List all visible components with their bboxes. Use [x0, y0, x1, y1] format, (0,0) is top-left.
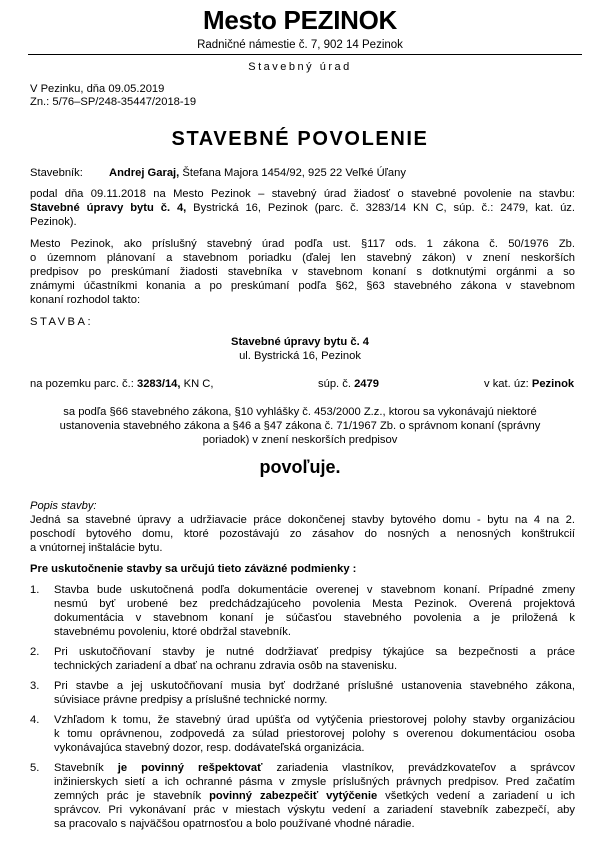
- exceptions-line: sa podľa §66 stavebného zákona, §10 vyhlášky č. 453/2000 Z.z., ktorou sa vykonávajú niektoré: [63, 406, 537, 418]
- condition-number: 1.: [30, 584, 40, 596]
- submission-line: [30, 201, 575, 215]
- description-line: Jedná sa stavebné úpravy a udržiavacie práce dokončenej stavby bytového domu - bytu na 4 na 2.: [30, 514, 575, 526]
- stavba-label: STAVBA:: [30, 316, 94, 328]
- verdict: povoľuje.: [259, 457, 341, 477]
- exceptions-line: poriadok) v znení neskorších predpisov: [202, 434, 398, 446]
- condition-line: Vzhľadom k tomu, že stavebný úrad upúšťa od vytýčenia priestorovej polohy stavby organizáciou: [54, 714, 575, 726]
- sup-prefix: súp. č.: [318, 378, 355, 390]
- authority-line: konaní rozhodol takto:: [30, 294, 141, 306]
- exceptions-line: ustanovenia stavebného zákona a §46 a §47 zákona č. 71/1967 Zb. o správnom konaní (správny: [59, 420, 541, 432]
- applicant-address: Štefana Majora 1454/92, 925 22 Veľké Úľany: [179, 167, 406, 179]
- condition-number: 5.: [30, 762, 40, 774]
- city-prefix: Mesto: [202, 5, 284, 35]
- condition-text: Stavebník: [54, 762, 118, 774]
- stavba-street: ul. Bystrická 16, Pezinok: [239, 350, 361, 362]
- place-date: V Pezinku, dňa 09.05.2019: [30, 83, 165, 95]
- kat-prefix: v kat. úz:: [484, 378, 532, 390]
- parcel-suffix: KN C,: [180, 378, 214, 390]
- condition-text: zariadenia vlastníkov, prevádzkovateľov a správcov: [262, 762, 576, 774]
- construction-name: Stavebné úpravy bytu č. 4,: [30, 202, 187, 214]
- condition-text: zemných prác je stavebník: [54, 790, 210, 802]
- parcel-info: [30, 377, 213, 391]
- condition-emphasis: je povinný rešpektovať: [117, 762, 263, 774]
- condition-number: 4.: [30, 714, 40, 726]
- kat-name: Pezinok: [531, 378, 575, 390]
- condition-line: technických zariadení a dbať na ochranu zdravia osôb na stavenisku.: [54, 660, 398, 672]
- authority-line: známymi účastníkmi konania a po preskúmaní podľa §62, §63 stavebného zákona v stavebnom: [30, 280, 575, 292]
- condition-number: 3.: [30, 680, 40, 692]
- applicant-label: Stavebník:: [30, 167, 83, 179]
- sup-info: [318, 377, 379, 391]
- city-heading: [0, 5, 600, 35]
- condition-text: všetkých vedení a zariadení u ich: [377, 790, 575, 802]
- condition-number: 2.: [30, 646, 40, 658]
- stavba-name: Stavebné úpravy bytu č. 4: [230, 336, 370, 348]
- description-line: a vnútornej inštalácie bytu.: [30, 542, 163, 554]
- condition-line: [54, 761, 575, 775]
- office-name: Stavebný úrad: [248, 61, 352, 73]
- description-label: Popis stavby:: [30, 500, 97, 512]
- condition-line: Pri stavbe a jej uskutočňovaní musia byť dodržané príslušné ustanovenia stavebného zákona,: [54, 680, 575, 692]
- applicant-name: Andrej Garaj,: [109, 167, 180, 179]
- parcel-prefix: na pozemku parc. č.:: [30, 378, 137, 390]
- condition-emphasis: povinný zabezpečiť vytýčenie: [209, 790, 378, 802]
- document-title: STAVEBNÉ POVOLENIE: [171, 128, 429, 150]
- authority-line: predpisov po preskúmaní žiadosti stavebníka v stavebnom konaní s dotknutými orgánmi a so: [30, 266, 575, 278]
- header-divider: [28, 54, 582, 55]
- condition-line: dokumentácia v stavebnom konaní je súčasťou stavebného povolenia a je priložená k: [54, 612, 575, 624]
- city-address: Radničné námestie č. 7, 902 14 Pezinok: [197, 39, 403, 51]
- city-name: PEZINOK: [283, 5, 397, 35]
- submission-line: Pezinok).: [30, 216, 77, 228]
- condition-line: inžinierskych sietí a ich ochranné pásma v zmysle príslušných právnych predpisov. Pred začatím: [54, 776, 575, 788]
- condition-line: správcov. Pri vykonávaní prác v miestach výskytu vedení a zariadení stavebník zabezpečí, aby: [54, 804, 575, 816]
- condition-line: nesmú byť urobené bez predchádzajúceho povolenia Mesta Pezinok. Overená projektová: [54, 598, 575, 610]
- authority-line: Mesto Pezinok, ako príslušný stavebný úrad podľa ust. §117 ods. 1 zákona č. 50/1976 Zb.: [30, 238, 575, 250]
- condition-line: [54, 789, 575, 803]
- applicant-info: [109, 166, 406, 180]
- condition-line: k tomu oprávnenou, zodpovedá za súlad priestorovej polohy s overenou dokumentáciou osoba: [54, 728, 575, 740]
- condition-line: súvisiace právne predpisy a príslušné technické normy.: [54, 694, 328, 706]
- authority-line: o územnom plánovaní a stavebnom poriadku (ďalej len stavebný zákon) v znení neskorších: [30, 252, 575, 264]
- condition-line: Stavba bude uskutočnená podľa dokumentácie overenej v stavebnom konaní. Prípadné zmeny: [54, 584, 575, 596]
- submission-line: podal dňa 09.11.2018 na Mesto Pezinok – stavebný úrad žiadosť o stavebné povolenie na stavbu:: [30, 188, 575, 200]
- sup-number: 2479: [354, 378, 379, 390]
- condition-line: vykonávajúca stavebný dozor, resp. dodávateľská organizácia.: [54, 742, 365, 754]
- condition-line: stavebnému povoleniu, ktoré obdržal stavebník.: [54, 626, 291, 638]
- condition-line: sa pracovalo s najväčšou opatrnosťou a bolo používané vhodné náradie.: [54, 818, 415, 830]
- reference-number: Zn.: 5/76–SP/248-35447/2018-19: [30, 96, 197, 108]
- parcel-number: 3283/14,: [136, 378, 181, 390]
- construction-details: Bystrická 16, Pezinok (parc. č. 3283/14 KN C, súp. č.: 2479, kat. úz.: [186, 202, 575, 214]
- condition-line: Pri uskutočňovaní stavby je nutné dodržiavať predpisy týkajúce sa bezpečnosti a práce: [54, 646, 575, 658]
- kat-info: [484, 377, 574, 391]
- conditions-heading: Pre uskutočnenie stavby sa určujú tieto záväzné podmienky :: [30, 563, 357, 575]
- description-line: poschodí bytového domu, ktoré pozostávajú zo zásahov do nosných a nenosných konštrukcií: [30, 528, 575, 540]
